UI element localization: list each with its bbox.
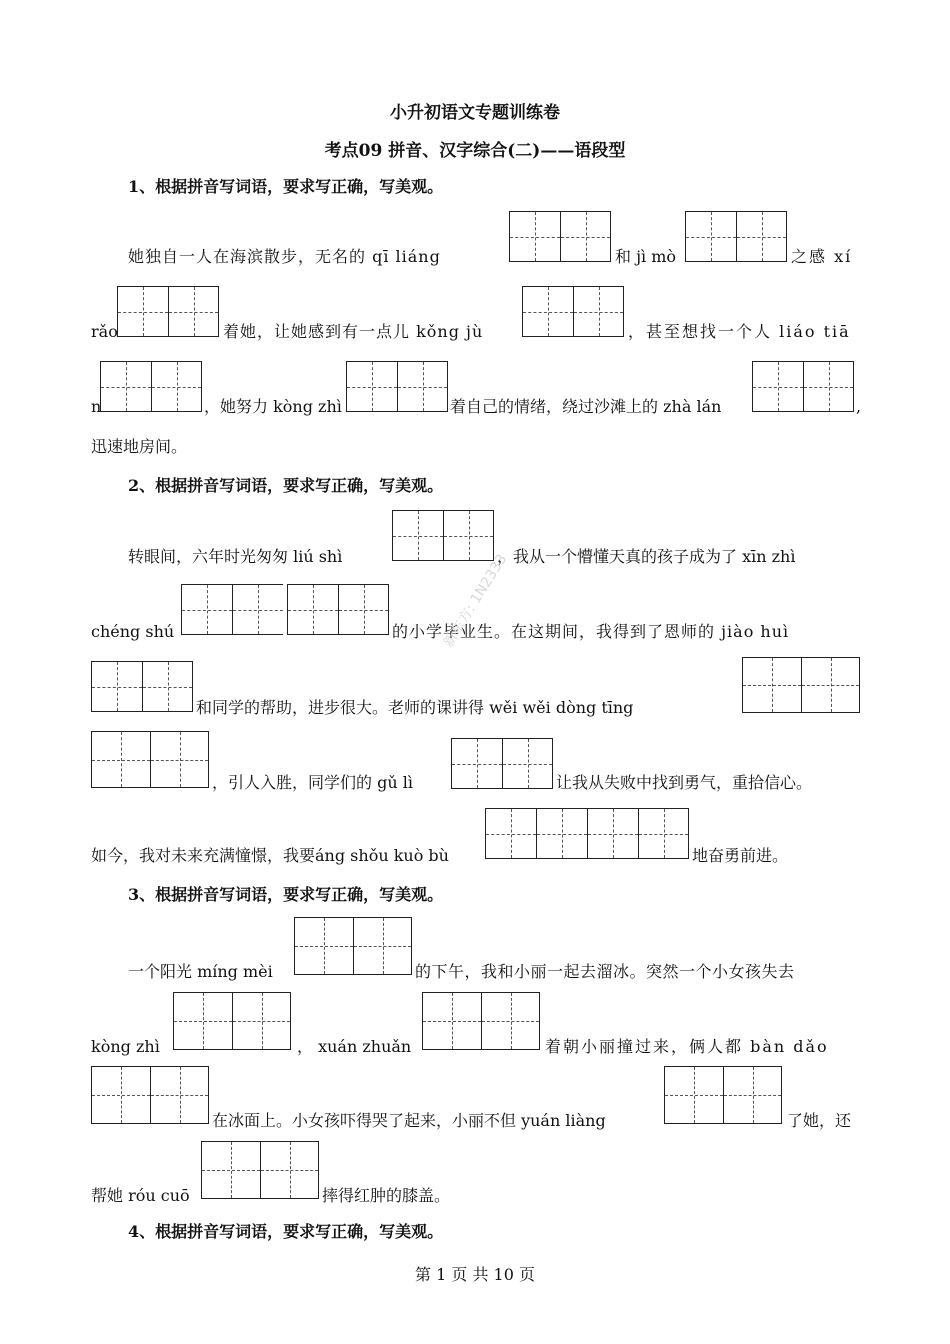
q1-answer-grid-1[interactable] xyxy=(509,211,611,262)
q3-answer-grid-3[interactable] xyxy=(422,992,540,1050)
q3-answer-grid-6[interactable] xyxy=(201,1141,319,1199)
q1-answer-grid-3[interactable] xyxy=(117,286,219,337)
question-3-heading: 3、根据拼音写词语，要求写正确，写美观。 xyxy=(128,885,444,904)
q3-text-9: 摔得红肿的膝盖。 xyxy=(322,1186,451,1205)
q2-text-8: 如今，我对未来充满憧憬，我要áng shǒu kuò bù xyxy=(91,846,449,865)
q1-text-8: ，她努力 kòng zhì xyxy=(204,397,342,416)
page-title: 小升初语文专题训练卷 xyxy=(390,103,560,123)
q1-text-2: 和 jì mò xyxy=(615,247,677,266)
q1-answer-grid-5[interactable] xyxy=(100,361,202,412)
q3-text-2: 的下午，我和小丽一起去溜冰。突然一个小女孩失去 xyxy=(415,962,795,981)
q2-answer-grid-1[interactable] xyxy=(392,510,494,561)
q1-text-6: ，甚至想找一个人 liáo tiā xyxy=(628,322,851,341)
q2-text-3: chéng shú xyxy=(91,622,175,641)
q1-answer-grid-7[interactable] xyxy=(752,361,854,412)
q2-answer-grid-7[interactable] xyxy=(485,808,689,859)
q2-text-9: 地奋勇前进。 xyxy=(692,846,789,865)
q2-answer-grid-2[interactable] xyxy=(181,584,389,635)
q2-text-4: 的小学毕业生。在这期间，我得到了恩师的 jiào huì xyxy=(392,622,790,641)
q3-answer-grid-4[interactable] xyxy=(91,1066,209,1124)
q2-answer-grid-3[interactable] xyxy=(91,661,193,712)
q2-text-7: 让我从失败中找到勇气，重拾信心。 xyxy=(556,773,813,792)
q3-text-6: 在冰面上。小女孩吓得哭了起来，小丽不但 yuán liàng xyxy=(212,1111,606,1130)
q1-text-3: 之感 xí xyxy=(791,247,853,266)
q2-text-5: 和同学的帮助，进步很大。老师的课讲得 wěi wěi dòng tīng xyxy=(196,698,634,717)
q3-text-8: 帮她 róu cuō xyxy=(91,1186,190,1205)
q2-text-1: 转眼间，六年时光匆匆 liú shì xyxy=(128,547,343,566)
question-2-heading: 2、根据拼音写词语，要求写正确，写美观。 xyxy=(128,476,444,495)
q3-text-4: ， xuán zhuǎn xyxy=(297,1037,412,1056)
q1-text-10: , xyxy=(856,397,862,416)
q3-text-3: kòng zhì xyxy=(91,1037,160,1056)
page-subtitle: 考点09 拼音、汉字综合(二)——语段型 xyxy=(324,141,626,161)
watermark: 新东方: 1N2333 xyxy=(440,551,511,651)
q2-text-6: ，引人入胜，同学们的 gǔ lì xyxy=(212,773,413,792)
q1-answer-grid-6[interactable] xyxy=(346,361,448,412)
q3-text-1: 一个阳光 míng mèi xyxy=(128,962,273,981)
q3-answer-grid-5[interactable] xyxy=(664,1066,782,1124)
q1-text-9: 着自己的情绪，绕过沙滩上的 zhà lán xyxy=(450,397,722,416)
page-number: 第 1 页 共 10 页 xyxy=(415,1265,535,1284)
q2-answer-grid-5[interactable] xyxy=(91,731,209,788)
question-1-heading: 1、根据拼音写词语，要求写正确，写美观。 xyxy=(128,177,444,196)
q2-text-2: ，我从一个懵懂天真的孩子成为了 xīn zhì xyxy=(497,547,796,566)
q1-text-5: 着她，让她感到有一点儿 kǒng jù xyxy=(223,322,484,341)
q2-answer-grid-4[interactable] xyxy=(742,657,860,713)
q1-text-1: 她独自一人在海滨散步，无名的 qī liáng xyxy=(128,247,441,266)
question-4-heading: 4、根据拼音写词语，要求写正确，写美观。 xyxy=(128,1222,444,1241)
q1-answer-grid-4[interactable] xyxy=(522,286,624,337)
q3-text-5: 着朝小丽撞过来，俩人都 bàn dǎo xyxy=(545,1037,829,1056)
q1-text-4: rǎo xyxy=(91,322,118,341)
q2-answer-grid-6[interactable] xyxy=(451,738,553,789)
q1-text-7: n xyxy=(91,397,102,416)
q3-answer-grid-2[interactable] xyxy=(173,992,291,1050)
q3-answer-grid-1[interactable] xyxy=(294,917,412,975)
q3-text-7: 了她，还 xyxy=(787,1111,852,1130)
q1-answer-grid-2[interactable] xyxy=(685,211,787,262)
q1-text-11: 迅速地房间。 xyxy=(91,437,188,456)
